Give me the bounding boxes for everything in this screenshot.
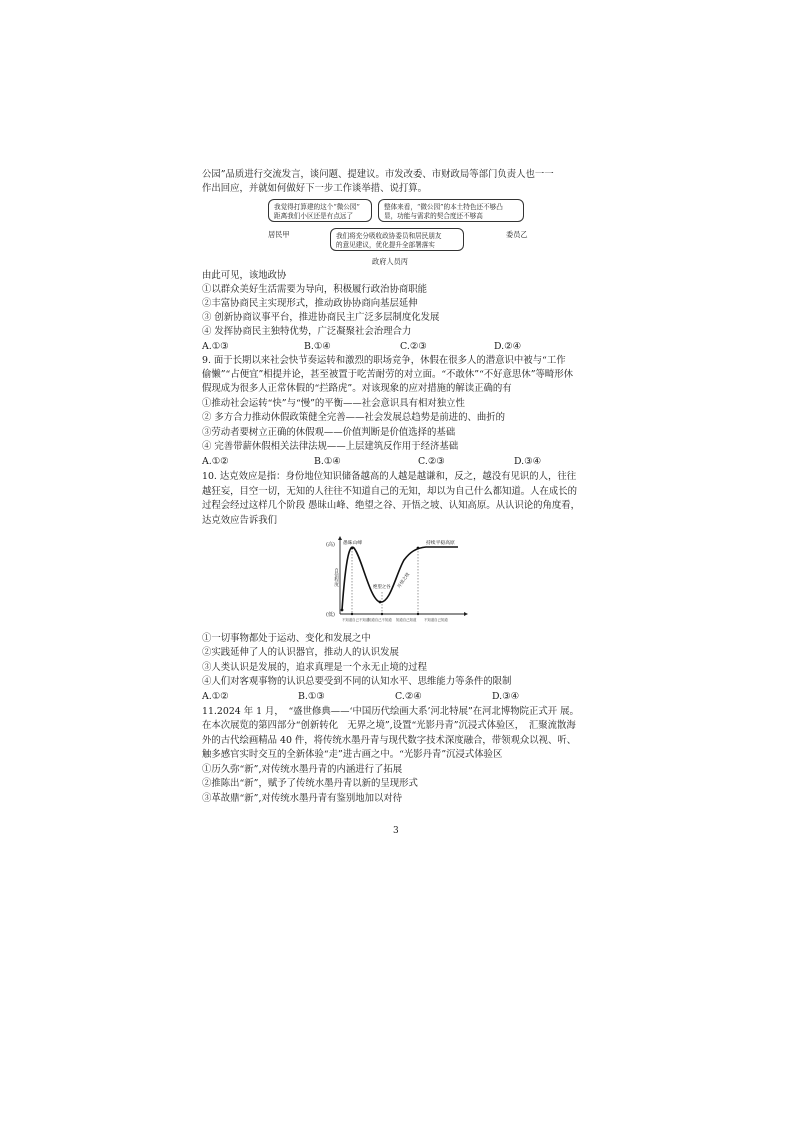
q8-stem: 由此可见，该地政协 xyxy=(202,270,287,281)
dunning-kruger-figure xyxy=(318,534,468,626)
speech-bubble-official xyxy=(330,228,464,251)
x-stage-4: 不知道自己知道 xyxy=(424,618,448,622)
q8-option-d[interactable]: D.②④ xyxy=(494,341,521,352)
q10-stem-1: 10. 达克效应是指：身份地位知识储备越高的人越是越谦和，反之，越没有见识的人，往往 xyxy=(202,471,577,482)
q9-stem-3: 假现成为很多人正常休假的“拦路虎”。对该现象的应对措施的解读正确的有 xyxy=(202,383,512,394)
q8-item-1: ①以群众美好生活需要为导向，积极履行政治协商职能 xyxy=(202,284,428,295)
q10-item-4: ④人们对客观事物的认识总要受到不同的认知水平、思维能力等条件的限制 xyxy=(202,676,512,687)
q9-stem-1: 9. 面于长期以来社会快节奏运转和激烈的职场竞争，休假在很多人的潜意识中被与“工作 xyxy=(202,355,566,366)
q10-stem-3: 过程会经过这样几个阶段 愚昧山峰、绝望之谷、开悟之坡、认知高原。从认识论的角度看， xyxy=(202,500,580,511)
curve-point xyxy=(341,609,344,612)
axis-point xyxy=(417,613,419,615)
q10-item-1: ①一切事物都处于运动、变化和发展之中 xyxy=(202,633,371,644)
q9-stem-2: 偷懒”“占便宜”相提并论，甚至被置于吃苦耐劳的对立面。“不敢休”“不好意思休”等畸形休 xyxy=(202,369,574,380)
q9-item-2: ② 多方合力推动休假政策健全完善——社会发展总趋势是前进的、曲折的 xyxy=(202,412,505,423)
curve-point xyxy=(351,547,354,550)
bubble-text: 整体来看，“微公园”的本土特色还不够凸 xyxy=(384,203,503,211)
axis-point xyxy=(381,613,383,615)
bubble-text: 的意见建议，优化提升全部署落实 xyxy=(336,241,435,249)
q8-option-a[interactable]: A.①③ xyxy=(202,341,229,352)
q11-stem-4: 触多感官实时交互的全新体验“走”进古画之中。“光影丹青”沉浸式体验区 xyxy=(202,749,503,760)
q10-item-2: ②实践延伸了人的认识器官，推动人的认识发展 xyxy=(202,647,399,658)
q8-item-4: ④ 发挥协商民主独特优势，广泛凝聚社会治理合力 xyxy=(202,326,412,337)
q10-item-3: ③人类认识是发展的，追求真理是一个永无止境的过程 xyxy=(202,662,428,673)
bubble-text: 我们将充分吸收政协委员和居民朋友 xyxy=(336,232,442,240)
speaker-resident: 居民甲 xyxy=(268,230,290,239)
axis-point xyxy=(351,613,353,615)
speaker-member: 委员乙 xyxy=(506,230,528,239)
page-number: 3 xyxy=(393,826,399,836)
q9-item-4: ④ 完善带薪休假相关法律法规——上层建筑反作用于经济基础 xyxy=(202,441,459,452)
slope-label: 开悟之坡 xyxy=(397,572,412,590)
y-bottom-label: (低) xyxy=(326,612,335,618)
q8-option-c[interactable]: C.②③ xyxy=(400,341,427,352)
x-stage-2: 知道自己不知道 xyxy=(368,618,392,622)
q11-item-3: ③革故鼎“新”,对传统水墨丹青有鉴别地加以对待 xyxy=(202,793,403,804)
q11-item-2: ②推陈出“新”，赋予了传统水墨丹青以新的呈现形式 xyxy=(202,778,418,789)
q10-stem-2: 越狂妄，目空一切，无知的人往往不知道自己的无知，却以为自己什么都知道。人在成长的 xyxy=(202,486,578,497)
x-stage-3: 知道自己知道 xyxy=(396,618,417,622)
curve-point xyxy=(417,547,420,550)
x-axis-arrow-icon xyxy=(464,612,468,616)
q10-option-c[interactable]: C.②④ xyxy=(395,691,422,702)
plateau-label: 持续平稳高原 xyxy=(426,541,455,546)
q11-item-1: ①历久弥“新”,对传统水墨丹青的内涵进行了拓展 xyxy=(202,764,403,775)
q10-option-b[interactable]: B.①③ xyxy=(298,691,325,702)
q9-option-b[interactable]: B.①④ xyxy=(314,456,341,467)
q8-item-3: ③ 创新协商议事平台，推进协商民主广泛多层制度化发展 xyxy=(202,312,440,323)
bubble-text: 我觉得打算建的这个“微公园” xyxy=(274,203,360,211)
q10-option-d[interactable]: D.③④ xyxy=(492,691,519,702)
valley-label: 绝望之谷 xyxy=(373,585,391,590)
y-axis-title: 自信程度 xyxy=(333,568,339,587)
q11-stem-2: 在本次展览的第四部分“创新转化 无界之境”,设置“光影丹青”沉浸式体验区， 汇聚流散海 xyxy=(202,720,576,731)
y-axis-arrow-icon xyxy=(338,536,342,540)
q9-option-a[interactable]: A.①② xyxy=(202,456,229,467)
q8-item-2: ②丰富协商民主实现形式，推动政协协商向基层延伸 xyxy=(202,298,418,309)
speech-bubble-resident xyxy=(268,199,372,222)
q10-option-a[interactable]: A.①② xyxy=(202,691,229,702)
q10-stem-4: 达克效应告诉我们 xyxy=(202,515,278,526)
speaker-official: 政府人员丙 xyxy=(372,257,408,266)
q9-item-1: ①推动社会运转“快”与“慢”的平衡——社会意识具有相对独立性 xyxy=(202,398,465,409)
peak-label: 愚昧山峰 xyxy=(343,541,363,546)
q9-option-c[interactable]: C.②③ xyxy=(418,456,445,467)
bubble-text: 显，功能与需求的契合度还不够高 xyxy=(384,212,483,220)
confidence-curve xyxy=(342,547,458,610)
curve-point xyxy=(379,601,382,604)
bubble-text: 距离我们小区还是有点远了 xyxy=(274,212,354,220)
x-stage-1: 不知道自己不知道 xyxy=(342,618,370,622)
q11-stem-1: 11.2024 年 1 月， “盛世修典——‘中国历代绘画大系’河北特展”在河北博物院正式开 展。 xyxy=(202,706,579,717)
intro-line-2: 作出回应，并就如何做好下一步工作谈举措、说打算。 xyxy=(202,183,428,194)
y-top-label: (高) xyxy=(326,542,335,548)
q9-option-d[interactable]: D.③④ xyxy=(514,456,541,467)
q9-item-3: ③劳动者要树立正确的休假观——价值判断是价值选择的基础 xyxy=(202,427,456,438)
speech-bubble-member xyxy=(378,199,524,222)
q11-stem-3: 外的古代绘画精品 40 件，将传统水墨丹青与现代数字技术深度融合，带领观众以视、听、 xyxy=(202,735,577,746)
q8-option-b[interactable]: B.①④ xyxy=(304,341,331,352)
intro-line-1: 公园”品质进行交流发言，谈问题、提建议。市发改委、市财政局等部门负责人也一一 xyxy=(202,169,554,180)
